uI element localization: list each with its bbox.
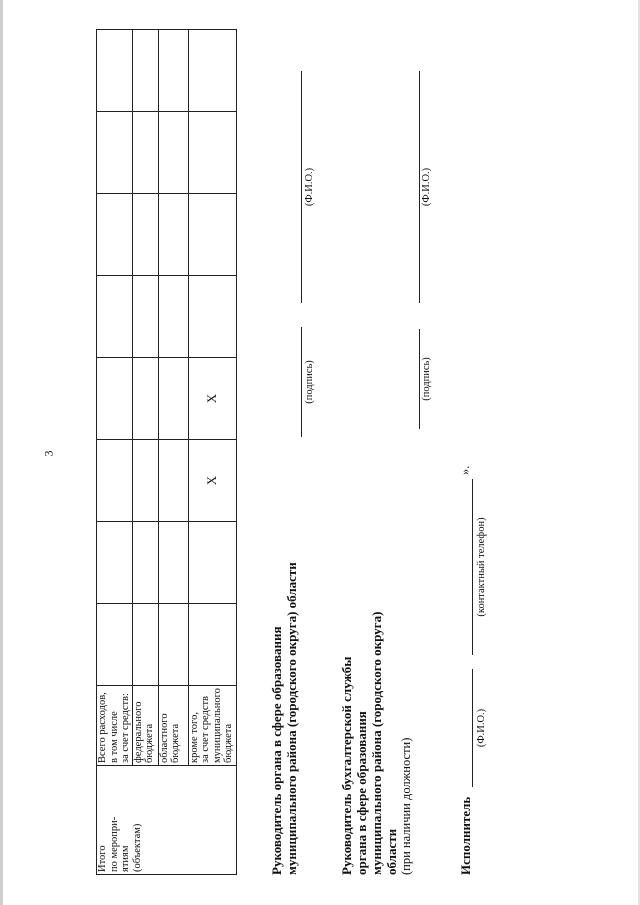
head-sign-line [301, 327, 302, 437]
table-cell [97, 112, 133, 194]
acc-note: (при наличии должности) [399, 737, 413, 875]
table-cell [132, 604, 158, 686]
table-sublabel: Всего расходов, в том числе за счет средств: [97, 686, 133, 766]
acc-title-line4: области [384, 828, 399, 875]
table-cell [132, 440, 158, 522]
table-cell [188, 522, 236, 604]
table-cell [132, 522, 158, 604]
table-cell [158, 30, 188, 112]
table-cell [158, 358, 188, 440]
expenses-table [96, 29, 237, 875]
table-row [97, 30, 133, 875]
table-row [158, 30, 188, 875]
rotated-sheet [64, 15, 624, 875]
page-number: 3 [41, 450, 56, 457]
table-cell [158, 522, 188, 604]
table-sublabel: кроме того, за счет средств муниципального бюджета [188, 686, 236, 766]
acc-title-line2: органа в сфере образования [354, 711, 369, 875]
table-cell [132, 358, 158, 440]
head-signature-block [269, 315, 299, 875]
table-cell [188, 30, 236, 112]
table-cell [97, 30, 133, 112]
table-cell [158, 604, 188, 686]
head-title-line1: Руководитель органа в сфере образования [269, 626, 284, 875]
head-title-line2: муниципального района (городского округа) области [284, 562, 299, 875]
acc-title-line3: муниципального района (городского округа) [369, 611, 384, 875]
table-cell [158, 440, 188, 522]
table-sublabel: федерального бюджета [132, 686, 158, 766]
executor-tail: ». [458, 465, 472, 475]
acc-title-line1: Руководитель бухгалтерской службы [339, 656, 354, 875]
table-cell [132, 30, 158, 112]
table-row-label [97, 766, 237, 875]
table-row [132, 30, 158, 875]
table-cell: X [188, 440, 236, 522]
table-cell [97, 276, 133, 358]
table-cell [97, 358, 133, 440]
table-cell [158, 276, 188, 358]
acc-sign-line [419, 329, 420, 429]
acc-sign-caption: (подпись) [421, 357, 432, 401]
cell-text: Итого по меропри- ятиям (объектам) [97, 816, 143, 872]
table-cell [188, 112, 236, 194]
table-cell [158, 112, 188, 194]
executor-name-caption: (Ф.И.О.) [476, 708, 487, 748]
table-cell [132, 194, 158, 276]
table-cell: X [188, 358, 236, 440]
executor-name-line [472, 669, 473, 787]
table-cell [97, 440, 133, 522]
acc-name-line [419, 71, 420, 303]
table-cell [132, 112, 158, 194]
table-cell [188, 604, 236, 686]
head-sign-caption: (подпись) [304, 360, 315, 404]
table-cell [97, 604, 133, 686]
accounting-signature-block [339, 315, 414, 875]
table-sublabel: областного бюджета [158, 686, 188, 766]
head-name-caption: (Ф.И.О.) [304, 167, 315, 207]
table-cell [188, 276, 236, 358]
table-cell [132, 276, 158, 358]
table-cell [97, 522, 133, 604]
acc-name-caption: (Ф.И.О.) [421, 167, 432, 207]
table-row [188, 30, 236, 875]
table-cell [97, 194, 133, 276]
executor-phone-caption: (контактный телефон) [476, 517, 487, 617]
table-cell [158, 194, 188, 276]
executor-phone-line [472, 479, 473, 655]
table-cell [188, 194, 236, 276]
executor-label: Исполнитель [458, 796, 473, 875]
head-name-line [301, 71, 302, 303]
